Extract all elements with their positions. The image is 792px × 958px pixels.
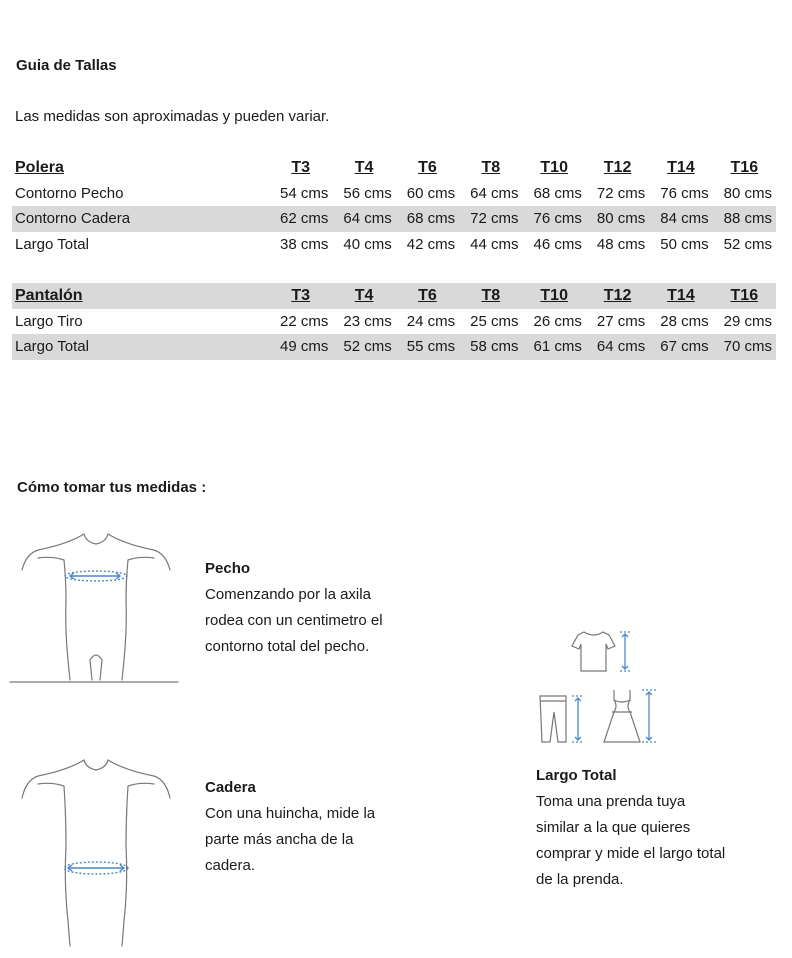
how-to-measure-title: Cómo tomar tus medidas : [17,479,207,496]
largo-line: similar a la que quieres [536,819,691,836]
table-header-row [12,155,776,181]
pecho-description [205,556,383,660]
size-header: T14 [667,159,695,176]
table-header-title: Pantalón [15,287,83,304]
pecho-line: contorno total del pecho. [205,638,370,655]
cell-value: 44 cms [470,235,519,253]
cell-value: 23 cms [343,312,392,330]
page-title: Guia de Tallas [16,57,117,74]
size-header: T3 [291,287,311,304]
chest-measure-figure-icon [8,520,180,688]
cell-value: 40 cms [343,235,392,253]
cell-value: 84 cms [660,210,709,227]
cell-value: 24 cms [406,312,456,330]
cell-value: 88 cms [723,210,772,227]
cadera-line: Con una huincha, mide la [205,805,376,822]
cell-value: 61 cms [533,338,582,355]
cadera-line: cadera. [205,857,256,874]
size-header: T16 [730,287,759,304]
row-label: Contorno Cadera [15,210,131,227]
pecho-line: rodea con un centimetro el [205,612,383,629]
cadera-line: parte más ancha de la [205,831,354,848]
cell-value: 64 cms [596,338,646,355]
cell-value: 68 cms [406,210,456,227]
cell-value: 58 cms [470,338,519,355]
cell-value: 27 cms [596,312,646,330]
cell-value: 25 cms [470,312,519,330]
size-header: T10 [540,287,568,304]
table-row [12,181,776,207]
size-header: T14 [667,287,695,304]
cell-value: 67 cms [660,338,709,355]
cell-value: 56 cms [343,184,392,202]
cell-value: 80 cms [723,184,772,202]
dress-length-icon [598,686,660,748]
pantalon-size-table [12,283,776,360]
table-header-title: Polera [15,159,64,176]
cadera-heading: Cadera [205,779,256,796]
cell-value: 42 cms [406,235,456,253]
cell-value: 50 cms [660,235,709,253]
cell-value: 49 cms [280,338,329,355]
size-header: T4 [354,159,374,176]
cell-value: 55 cms [406,338,456,355]
largo-heading: Largo Total [536,767,617,784]
cell-value: 64 cms [343,210,392,227]
cell-value: 52 cms [343,338,392,355]
disclaimer-note: Las medidas son aproximadas y pueden variar. [15,108,330,125]
cell-value: 70 cms [723,338,772,355]
table-header-row [12,283,776,309]
row-label: Largo Total [15,235,89,253]
cell-value: 80 cms [596,210,646,227]
cell-value: 72 cms [596,184,646,202]
size-header: T3 [291,159,311,176]
size-header: T4 [354,287,374,304]
table-row [12,206,776,232]
cell-value: 62 cms [280,210,329,227]
size-header: T6 [418,287,437,304]
size-header: T6 [418,159,437,176]
size-header: T16 [730,159,759,176]
cell-value: 60 cms [406,184,456,202]
cell-value: 76 cms [660,184,709,202]
size-header: T8 [481,287,501,304]
cell-value: 46 cms [533,235,582,253]
row-label: Largo Total [15,338,89,355]
row-label: Contorno Pecho [15,184,124,202]
table-row [12,309,776,335]
cell-value: 26 cms [533,312,582,330]
row-label: Largo Tiro [15,312,83,330]
cell-value: 72 cms [470,210,519,227]
cell-value: 52 cms [723,235,772,253]
size-header: T8 [481,159,501,176]
largo-description [536,763,725,893]
cell-value: 29 cms [723,312,772,330]
cell-value: 54 cms [280,184,329,202]
hip-measure-figure-icon [8,746,180,958]
cell-value: 64 cms [470,184,519,202]
size-header: T12 [603,159,632,176]
table-row [12,334,776,360]
cell-value: 28 cms [660,312,709,330]
largo-line: Toma una prenda tuya [536,793,686,810]
tshirt-length-icon [568,626,634,676]
cell-value: 76 cms [533,210,582,227]
pecho-line: Comenzando por la axila [205,586,371,603]
largo-line: comprar y mide el largo total [536,845,726,862]
size-header: T12 [603,287,632,304]
polera-size-table [12,155,776,257]
table-row [12,232,776,258]
cell-value: 38 cms [280,235,329,253]
size-header: T10 [540,159,568,176]
cadera-description [205,775,375,879]
cell-value: 22 cms [280,312,329,330]
pecho-heading: Pecho [205,560,251,577]
cell-value: 68 cms [533,184,582,202]
largo-line: de la prenda. [536,871,624,888]
cell-value: 48 cms [596,235,646,253]
pants-length-icon [536,690,592,748]
